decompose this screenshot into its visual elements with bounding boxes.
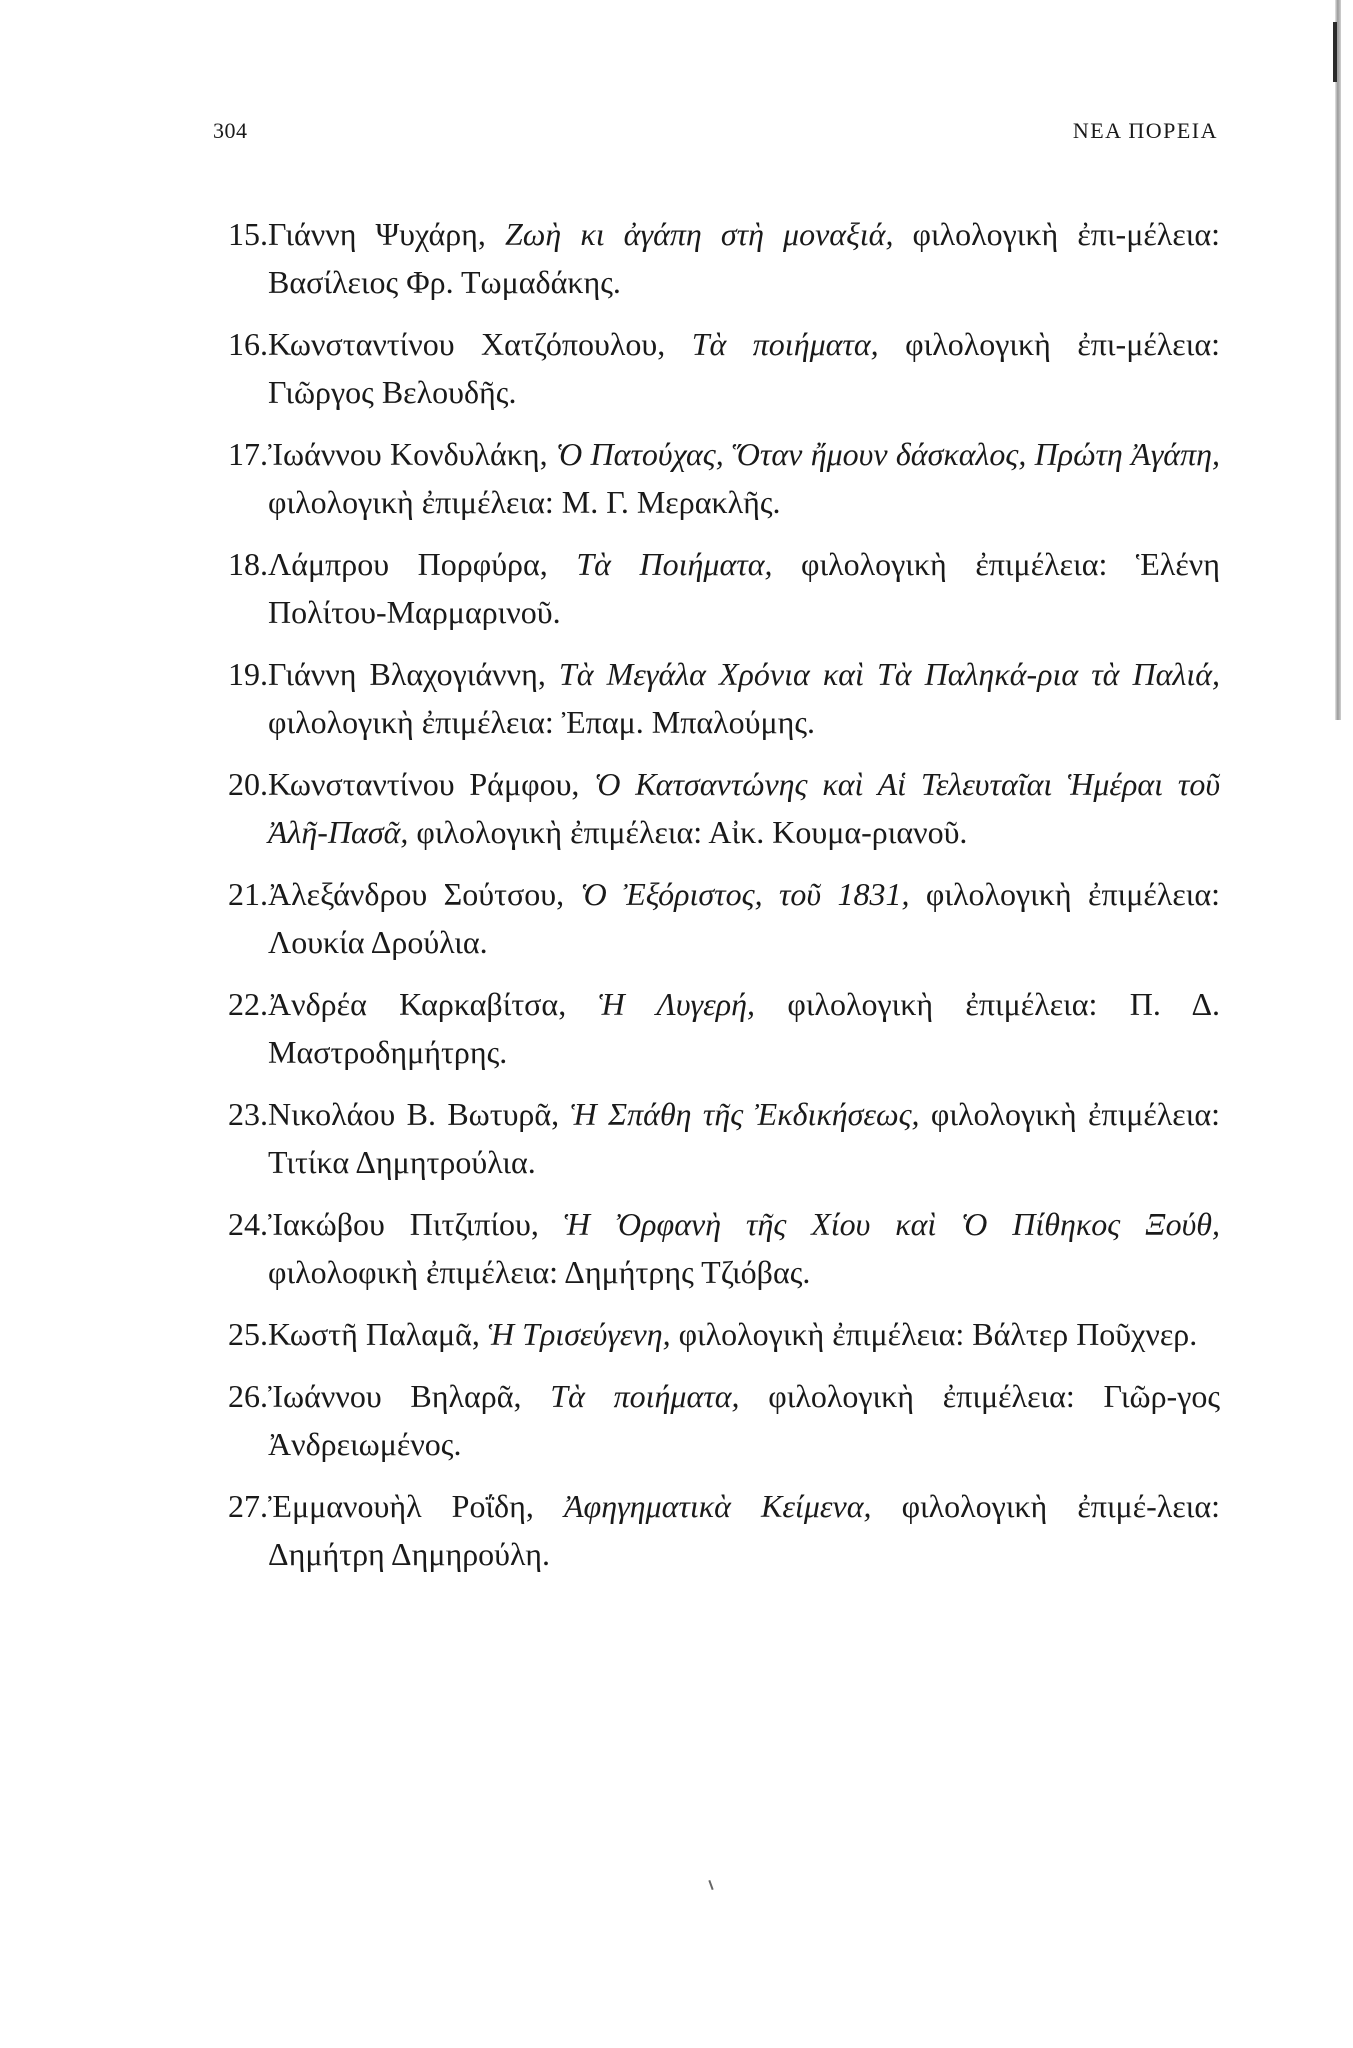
item-title: Τὰ ποιήματα, xyxy=(691,326,879,362)
item-title: Ζωὴ κι ἀγάπη στὴ μοναξιά, xyxy=(505,216,894,252)
item-author: Ἀλεξάνδρου Σούτσου, xyxy=(268,876,581,912)
item-author: Ἰωάννου Βηλαρᾶ, xyxy=(268,1378,551,1414)
list-item-26 xyxy=(230,1372,1220,1468)
item-author: Ἰωάννου Κονδυλάκη, xyxy=(268,436,556,472)
item-editor: φιλολογικὴ ἐπιμέλεια: Αἰκ. Κουμα-ριανοῦ. xyxy=(408,814,968,850)
item-title: Τὰ Ποιήματα, xyxy=(576,546,773,582)
item-number: 23. xyxy=(228,1096,268,1132)
item-editor: φιλολογικὴ ἐπιμέλεια: Π. Δ. Μαστροδημήτρης. xyxy=(268,986,1221,1070)
item-title: Ἀφηγηματικὰ Κείμενα, xyxy=(563,1488,872,1524)
list-item-25 xyxy=(230,1310,1220,1358)
item-number: 20. xyxy=(228,766,268,802)
series-list xyxy=(230,210,1220,1592)
scan-edge-mark xyxy=(1333,22,1337,82)
item-title: Ὁ Πατούχας, Ὅταν ἤμουν δάσκαλος, Πρώτη Ἀγάπη, xyxy=(555,436,1221,472)
item-number: 17. xyxy=(228,436,268,472)
list-item-17 xyxy=(230,430,1220,526)
item-editor: φιλολογικὴ ἐπιμέλεια: Γιῶρ-γος Ἀνδρειωμένος. xyxy=(268,1378,1221,1462)
item-editor: φιλολογικὴ ἐπι-μέλεια: Γιῶργος Βελουδῆς. xyxy=(268,326,1220,410)
list-item-19 xyxy=(230,650,1220,746)
list-item-18 xyxy=(230,540,1220,636)
list-item-16 xyxy=(230,320,1220,416)
running-title: ΝΕΑ ΠΟΡΕΙΑ xyxy=(1072,118,1218,143)
item-number: 22. xyxy=(228,986,268,1022)
item-title: Ἡ Λυγερή, xyxy=(598,986,756,1022)
item-title: Τὰ Μεγάλα Χρόνια καὶ Τὰ Παληκά-ρια τὰ Παλιά, xyxy=(558,656,1220,692)
item-title: Ἡ Ὀρφανὴ τῆς Χίου καὶ Ὁ Πίθηκος Ξούθ, xyxy=(563,1206,1221,1242)
item-author: Κωνσταντίνου Χατζόπουλου, xyxy=(268,326,692,362)
item-number: 27. xyxy=(228,1488,268,1524)
item-number: 21. xyxy=(228,876,268,912)
item-title: Ὁ Ἐξόριστος, τοῦ 1831, xyxy=(580,876,910,912)
item-number: 19. xyxy=(228,656,268,692)
item-title: Ἡ Τρισεύγενη, xyxy=(487,1316,671,1352)
list-item-24 xyxy=(230,1200,1220,1296)
item-author: Κωστῆ Παλαμᾶ, xyxy=(268,1316,488,1352)
scan-edge-shadow xyxy=(1335,0,1341,720)
item-number: 26. xyxy=(228,1378,268,1414)
list-item-22 xyxy=(230,980,1220,1076)
item-editor: φιλολογικὴ ἐπιμέλεια: Λουκία Δρούλια. xyxy=(268,876,1221,960)
item-editor: φιλολογικὴ ἐπι-μέλεια: Βασίλειος Φρ. Τωμαδάκης. xyxy=(268,216,1221,300)
item-title: Τὰ ποιήματα, xyxy=(550,1378,740,1414)
item-title: Ὁ Κατσαντώνης καὶ Αἱ Τελευταῖαι Ἡμέραι τοῦ Ἀλῆ-Πασᾶ, xyxy=(268,766,1220,850)
item-number: 15. xyxy=(228,216,268,252)
list-item-27 xyxy=(230,1482,1220,1578)
item-number: 18. xyxy=(228,546,268,582)
scan-speck xyxy=(708,1880,713,1890)
item-title: Ἡ Σπάθη τῆς Ἐκδικήσεως, xyxy=(570,1096,920,1132)
page-number: 304 xyxy=(213,118,248,143)
item-editor: φιλολοφικὴ ἐπιμέλεια: Δημήτρης Τζιόβας. xyxy=(268,1254,811,1290)
item-author: Κωνσταντίνου Ράμφου, xyxy=(268,766,595,802)
list-item-15 xyxy=(230,210,1220,306)
list-item-21 xyxy=(230,870,1220,966)
item-number: 25. xyxy=(228,1316,268,1352)
item-editor: φιλολογικὴ ἐπιμέλεια: Ἑλένη Πολίτου-Μαρμαρινοῦ. xyxy=(268,546,1220,630)
item-editor: φιλολογικὴ ἐπιμέλεια: Ἐπαμ. Μπαλούμης. xyxy=(268,704,816,740)
item-number: 16. xyxy=(228,326,268,362)
item-author: Νικολάου Β. Βωτυρᾶ, xyxy=(268,1096,571,1132)
list-item-20 xyxy=(230,760,1220,856)
item-author: Γιάννη Βλαχογιάννη, xyxy=(268,656,559,692)
item-number: 24. xyxy=(228,1206,268,1242)
item-editor: φιλολογικὴ ἐπιμέλεια: Μ. Γ. Μερακλῆς. xyxy=(268,484,781,520)
item-editor: φιλολογικὴ ἐπιμέλεια: Βάλτερ Ποῦχνερ. xyxy=(670,1316,1198,1352)
item-author: Λάμπρου Πορφύρα, xyxy=(268,546,577,582)
item-editor: φιλολογικὴ ἐπιμέ-λεια: Δημήτρη Δημηρούλη. xyxy=(268,1488,1221,1572)
item-author: Ἐμμανουὴλ Ροΐδη, xyxy=(268,1488,564,1524)
item-author: Ἰακώβου Πιτζιπίου, xyxy=(268,1206,564,1242)
list-item-23 xyxy=(230,1090,1220,1186)
item-author: Ἀνδρέα Καρκαβίτσα, xyxy=(268,986,599,1022)
item-author: Γιάννη Ψυχάρη, xyxy=(268,216,505,252)
item-editor: φιλολογικὴ ἐπιμέλεια: Τιτίκα Δημητρούλια. xyxy=(268,1096,1221,1180)
